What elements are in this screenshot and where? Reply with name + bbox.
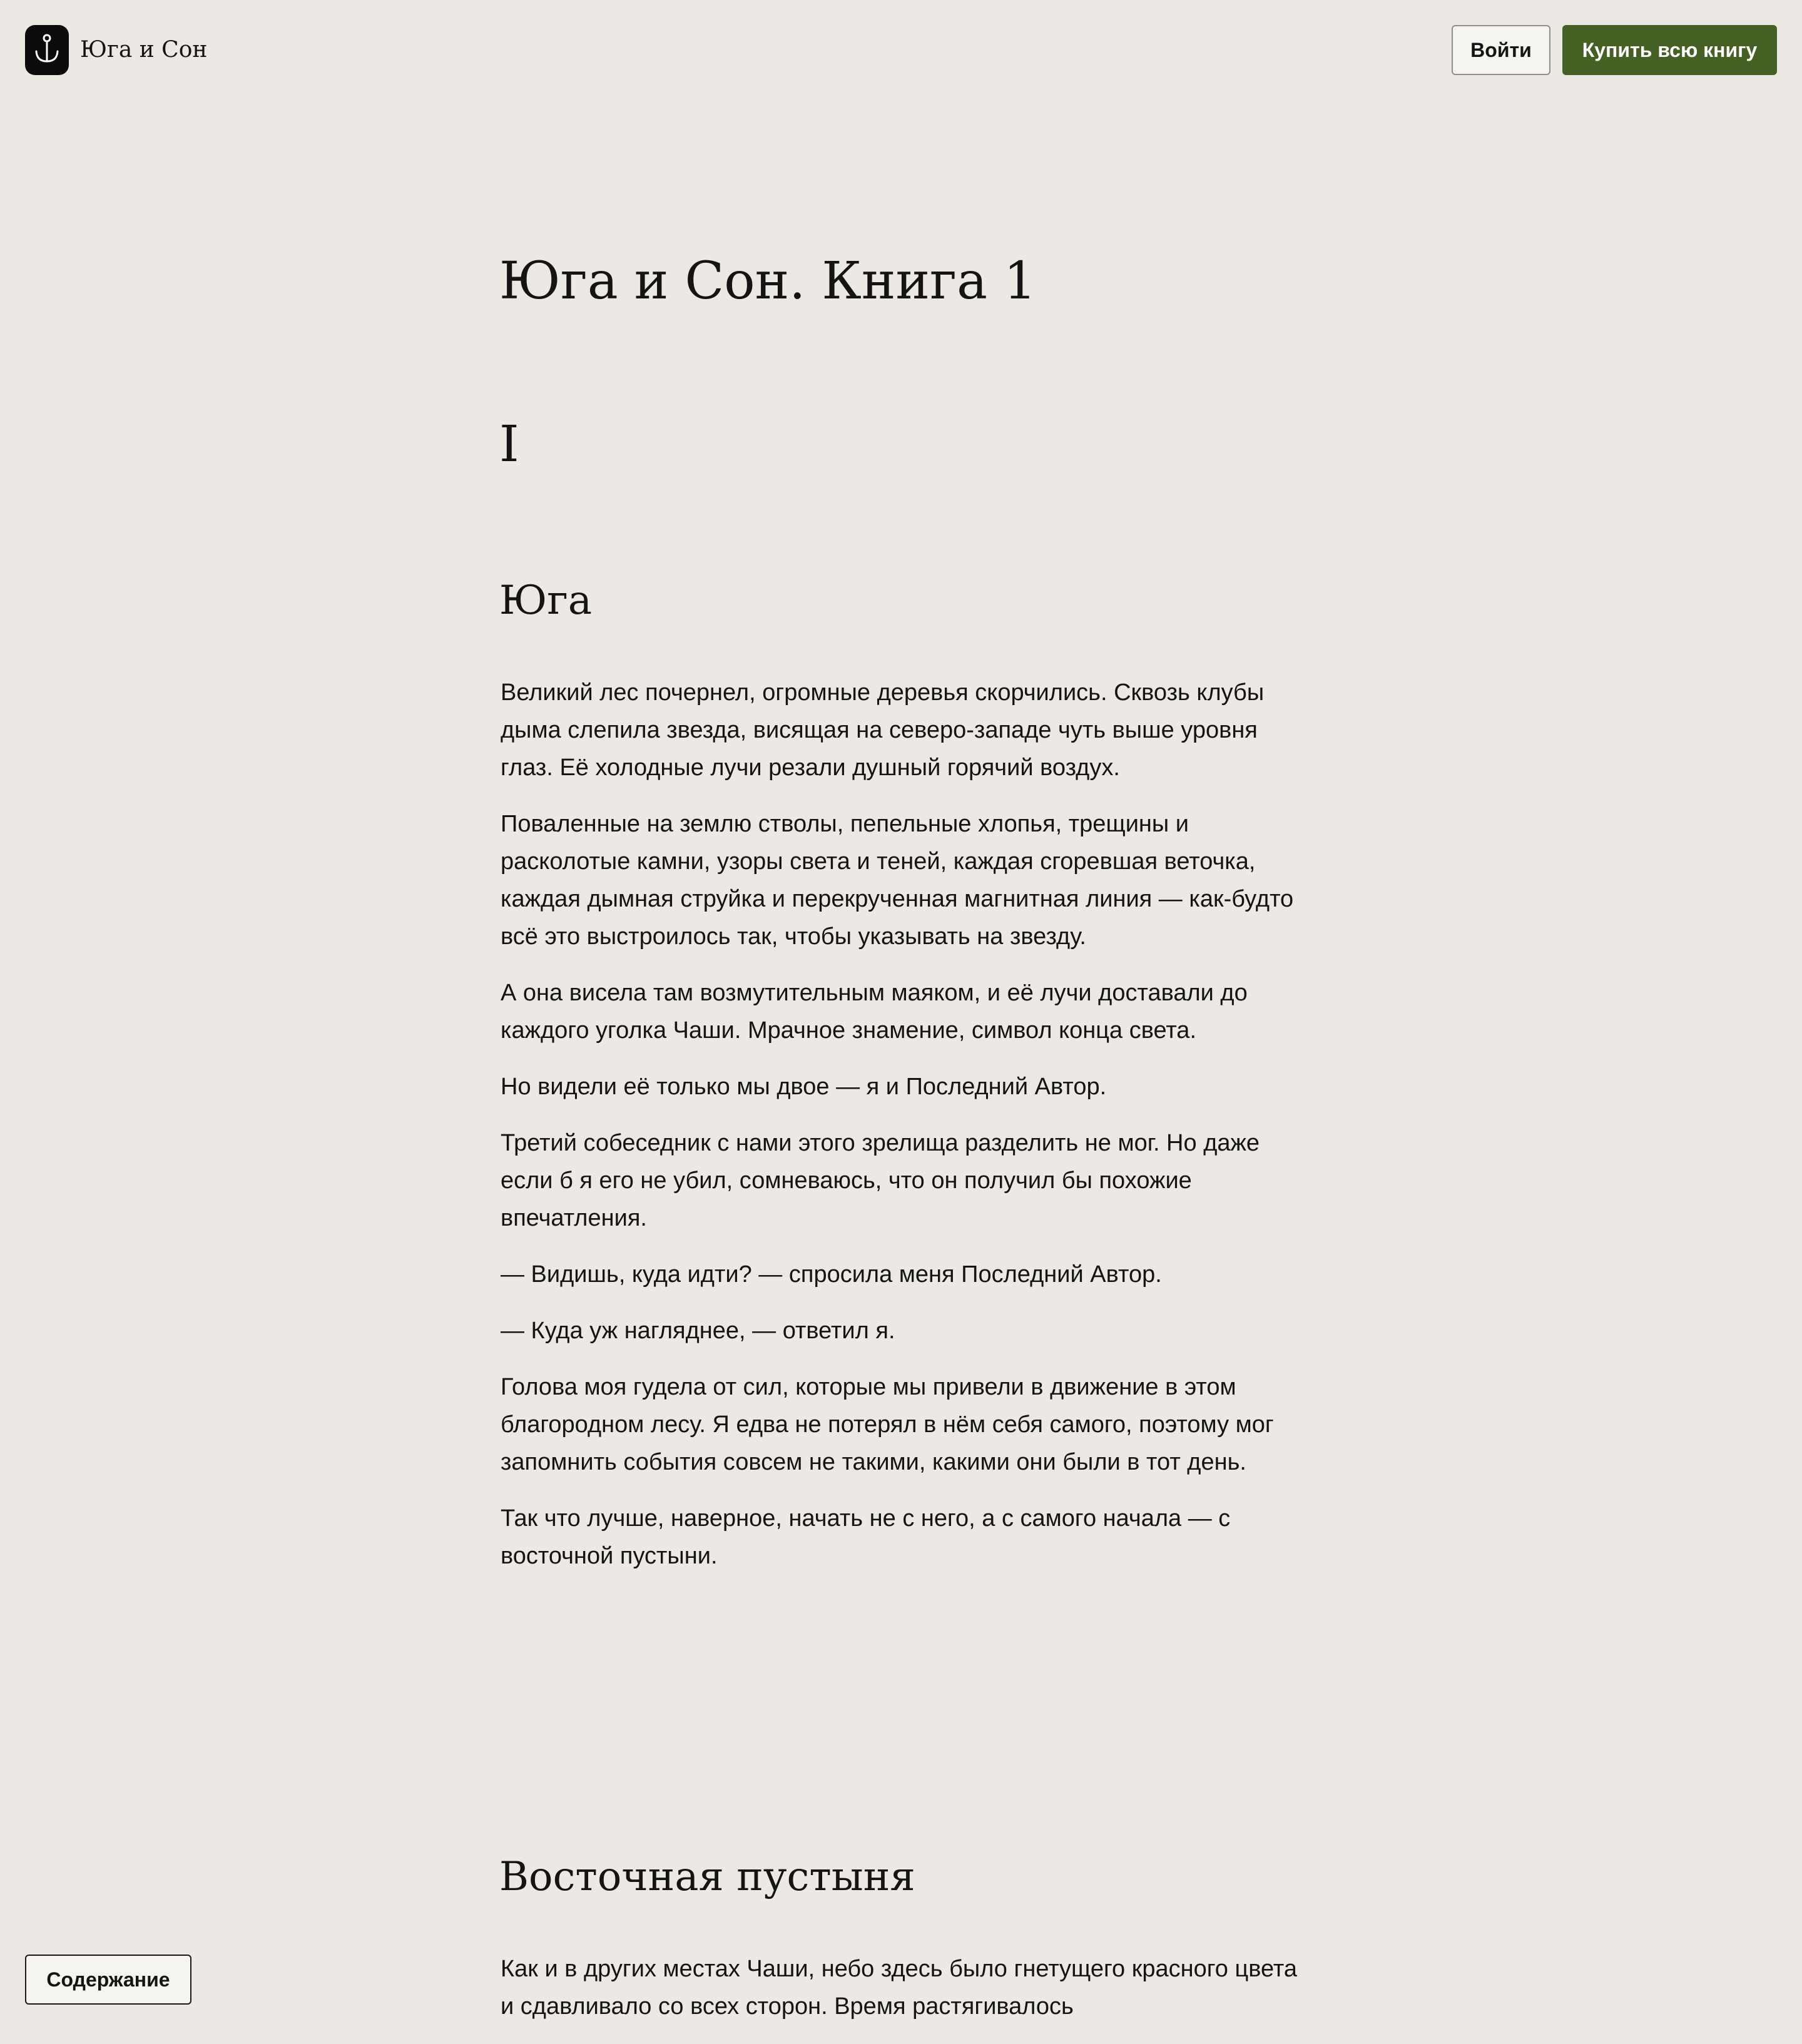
logo[interactable]	[25, 25, 69, 75]
table-of-contents-button[interactable]: Содержание	[25, 1955, 191, 2005]
paragraph: Третий собеседник с нами этого зрелища разделить не мог. Но даже если б я его не убил, сомневаюсь, что он получил бы похожие впечатления.	[501, 1130, 1260, 1231]
anchor-icon	[33, 33, 61, 68]
chapter-title: Юга	[499, 577, 593, 624]
part-number: I	[499, 415, 519, 473]
paragraph: Но видели её только мы двое — я и Последний Автор.	[501, 1074, 1107, 1100]
paragraph: Так что лучше, наверное, начать не с него, а с самого начала — с восточной пустыни.	[501, 1505, 1231, 1569]
book-title: Юга и Сон. Книга 1	[499, 252, 1037, 311]
chapter-text	[501, 674, 1308, 1594]
chapter-title: Восточная пустыня	[499, 1854, 915, 1900]
paragraph: Голова моя гудела от сил, которые мы привели в движение в этом благородном лесу. Я едва не потерял в нём себя самого, поэтому мог запомнить события совсем не такими, какими они были в тот день.	[501, 1374, 1274, 1475]
paragraph: Как и в других местах Чаши, небо здесь было гнетущего красного цвета и сдавливало со всех сторон. Время растягивалось	[501, 1956, 1297, 2020]
paragraph: А она висела там возмутительным маяком, и её лучи доставали до каждого уголка Чаши. Мрачное знамение, символ конца света.	[501, 980, 1248, 1044]
login-button[interactable]: Войти	[1452, 25, 1550, 75]
brand-name[interactable]: Юга и Сон	[80, 37, 208, 63]
paragraph: Великий лес почернел, огромные деревья скорчились. Сквозь клубы дыма слепила звезда, висящая на северо-западе чуть выше уровня глаз. Её холодные лучи резали душный горячий воздух.	[501, 679, 1265, 781]
paragraph: — Куда уж нагляднее, — ответил я.	[501, 1318, 895, 1344]
chapter-text	[501, 1950, 1308, 2044]
paragraph: Поваленные на землю стволы, пепельные хлопья, трещины и расколотые камни, узоры света и теней, каждая сгоревшая веточка, каждая дымная струйка и перекрученная магнитная линия — как-будто всё это выстроилось так, чтобы указывать на звезду.	[501, 811, 1294, 950]
buy-book-button[interactable]: Купить всю книгу	[1562, 25, 1777, 75]
paragraph: — Видишь, куда идти? — спросила меня Последний Автор.	[501, 1261, 1162, 1288]
